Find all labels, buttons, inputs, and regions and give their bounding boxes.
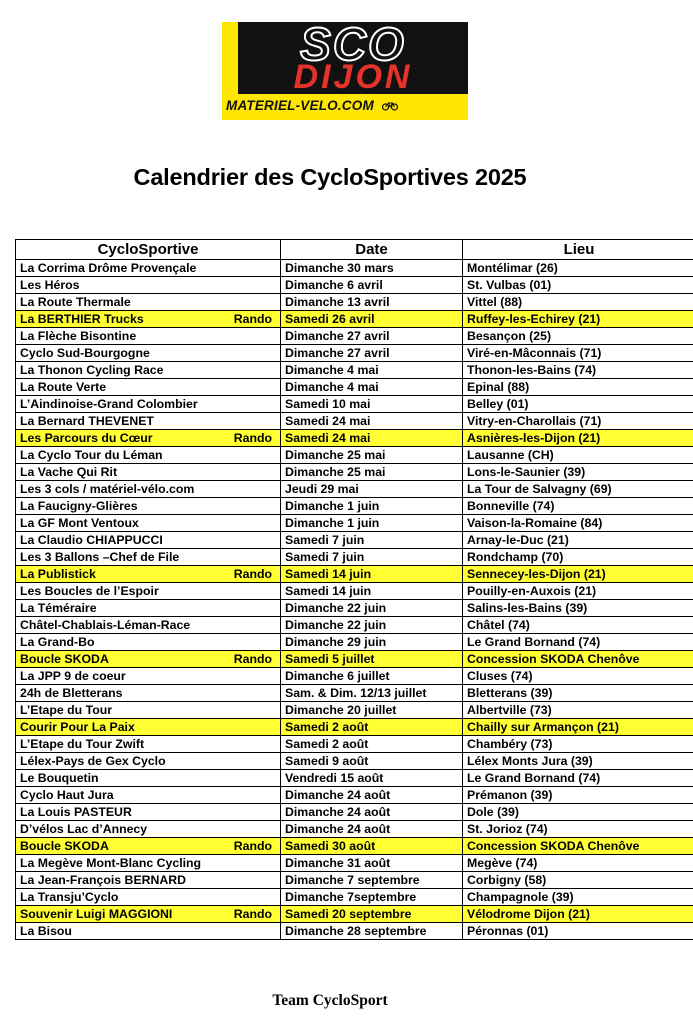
event-name: 24h de Bletterans xyxy=(20,686,123,700)
event-date: Dimanche 1 juin xyxy=(281,498,463,515)
event-date: Samedi 7 juin xyxy=(281,532,463,549)
event-location: Lausanne (CH) xyxy=(463,447,693,464)
event-name: La Grand-Bo xyxy=(20,635,95,649)
table-header-row xyxy=(16,240,693,260)
event-date: Samedi 2 août xyxy=(281,736,463,753)
event-location: Thonon-les-Bains (74) xyxy=(463,362,693,379)
event-location: Asnières-les-Dijon (21) xyxy=(463,430,693,447)
event-location: Corbigny (58) xyxy=(463,872,693,889)
table-row xyxy=(16,923,693,940)
event-location: Vitry-en-Charollais (71) xyxy=(463,413,693,430)
table-row xyxy=(16,260,693,277)
table-row xyxy=(16,702,693,719)
event-name: La Claudio CHIAPPUCCI xyxy=(20,533,163,547)
event-location: Péronnas (01) xyxy=(463,923,693,940)
event-name-cell xyxy=(16,685,281,702)
event-location: Albertville (73) xyxy=(463,702,693,719)
table-row xyxy=(16,872,693,889)
event-name: Châtel-Chablais-Léman-Race xyxy=(20,618,191,632)
event-name-cell xyxy=(16,923,281,940)
event-name: Les Parcours du Cœur xyxy=(20,431,153,445)
event-date: Dimanche 24 août xyxy=(281,804,463,821)
event-location: Salins-les-Bains (39) xyxy=(463,600,693,617)
event-name-cell xyxy=(16,311,281,328)
event-location: Le Grand Bornand (74) xyxy=(463,634,693,651)
event-name: La Faucigny-Glières xyxy=(20,499,138,513)
table-row xyxy=(16,906,693,923)
event-name-cell xyxy=(16,872,281,889)
table-row xyxy=(16,753,693,770)
event-name: Souvenir Luigi MAGGIONI xyxy=(20,907,173,921)
event-name: La Bernard THEVENET xyxy=(20,414,154,428)
event-name-cell xyxy=(16,549,281,566)
event-name: Les 3 cols / matériel-vélo.com xyxy=(20,482,195,496)
event-name-cell xyxy=(16,821,281,838)
event-location: Lélex Monts Jura (39) xyxy=(463,753,693,770)
event-name: Boucle SKODA xyxy=(20,839,109,853)
event-date: Dimanche 1 juin xyxy=(281,515,463,532)
event-location: Viré-en-Mâconnais (71) xyxy=(463,345,693,362)
event-name-cell xyxy=(16,396,281,413)
event-name: La Megève Mont-Blanc Cycling xyxy=(20,856,202,870)
event-date: Dimanche 4 mai xyxy=(281,362,463,379)
event-name: La Téméraire xyxy=(20,601,97,615)
event-name: La Corrima Drôme Provençale xyxy=(20,261,197,275)
event-date: Samedi 7 juin xyxy=(281,549,463,566)
event-location: Vaison-la-Romaine (84) xyxy=(463,515,693,532)
event-location: Châtel (74) xyxy=(463,617,693,634)
table-row xyxy=(16,464,693,481)
event-date: Samedi 30 août xyxy=(281,838,463,855)
event-name-cell xyxy=(16,566,281,583)
event-location: Rondchamp (70) xyxy=(463,549,693,566)
table-row xyxy=(16,719,693,736)
event-name-cell xyxy=(16,294,281,311)
event-date: Dimanche 20 juillet xyxy=(281,702,463,719)
event-location: Bletterans (39) xyxy=(463,685,693,702)
bicycle-icon xyxy=(382,101,398,111)
event-name-cell xyxy=(16,277,281,294)
table-row xyxy=(16,447,693,464)
event-name: La Vache Qui Rit xyxy=(20,465,118,479)
event-name-cell xyxy=(16,770,281,787)
event-name: La Jean-François BERNARD xyxy=(20,873,187,887)
event-name: L’Etape du Tour xyxy=(20,703,112,717)
table-row xyxy=(16,634,693,651)
rando-tag: Rando xyxy=(233,907,272,921)
event-location: Concession SKODA Chenôve xyxy=(463,838,693,855)
event-name-cell xyxy=(16,447,281,464)
event-name: Les 3 Ballons –Chef de File xyxy=(20,550,180,564)
event-name: Courir Pour La Paix xyxy=(20,720,135,734)
event-date: Dimanche 25 mai xyxy=(281,447,463,464)
header-lieu: Lieu xyxy=(463,240,693,260)
event-date: Sam. & Dim. 12/13 juillet xyxy=(281,685,463,702)
event-name-cell xyxy=(16,532,281,549)
table-row xyxy=(16,855,693,872)
event-location: Sennecey-les-Dijon (21) xyxy=(463,566,693,583)
event-name-cell xyxy=(16,668,281,685)
event-date: Dimanche 28 septembre xyxy=(281,923,463,940)
event-date: Samedi 10 mai xyxy=(281,396,463,413)
table-row xyxy=(16,583,693,600)
event-name-cell xyxy=(16,600,281,617)
event-date: Samedi 9 août xyxy=(281,753,463,770)
table-row xyxy=(16,566,693,583)
event-date: Vendredi 15 août xyxy=(281,770,463,787)
event-name-cell xyxy=(16,651,281,668)
event-date: Dimanche 25 mai xyxy=(281,464,463,481)
event-location: La Tour de Salvagny (69) xyxy=(463,481,693,498)
event-name-cell xyxy=(16,719,281,736)
table-row xyxy=(16,736,693,753)
event-name-cell xyxy=(16,736,281,753)
event-name-cell xyxy=(16,804,281,821)
rando-tag: Rando xyxy=(233,652,272,666)
event-name-cell xyxy=(16,753,281,770)
logo-sco-text: SCO xyxy=(300,18,406,70)
page-title: Calendrier des CycloSportives 2025 xyxy=(133,164,527,190)
table-row xyxy=(16,413,693,430)
table-row xyxy=(16,277,693,294)
event-name: Cyclo Sud-Bourgogne xyxy=(20,346,150,360)
event-location: Bonneville (74) xyxy=(463,498,693,515)
event-name-cell xyxy=(16,906,281,923)
event-name: La JPP 9 de coeur xyxy=(20,669,126,683)
cyclosportives-table xyxy=(15,239,693,940)
event-location: Le Grand Bornand (74) xyxy=(463,770,693,787)
event-date: Dimanche 31 août xyxy=(281,855,463,872)
table-row xyxy=(16,787,693,804)
event-location: Dole (39) xyxy=(463,804,693,821)
event-name: Les Héros xyxy=(20,278,80,292)
event-name: Le Bouquetin xyxy=(20,771,99,785)
logo-dijon-text: DIJON xyxy=(293,58,413,96)
event-date: Dimanche 22 juin xyxy=(281,600,463,617)
event-name: L’Aindinoise-Grand Colombier xyxy=(20,397,198,411)
event-name: Cyclo Haut Jura xyxy=(20,788,114,802)
table-row xyxy=(16,515,693,532)
event-date: Dimanche 22 juin xyxy=(281,617,463,634)
event-date: Samedi 24 mai xyxy=(281,430,463,447)
rando-tag: Rando xyxy=(233,431,272,445)
event-name-cell xyxy=(16,430,281,447)
event-name: La Flèche Bisontine xyxy=(20,329,137,343)
table-row xyxy=(16,821,693,838)
event-location: Vittel (88) xyxy=(463,294,693,311)
table-row xyxy=(16,838,693,855)
event-date: Dimanche 7 septembre xyxy=(281,872,463,889)
event-date: Samedi 26 avril xyxy=(281,311,463,328)
event-date: Dimanche 27 avril xyxy=(281,328,463,345)
event-location: Champagnole (39) xyxy=(463,889,693,906)
table-row xyxy=(16,804,693,821)
event-location: Lons-le-Saunier (39) xyxy=(463,464,693,481)
event-name-cell xyxy=(16,855,281,872)
table-row xyxy=(16,651,693,668)
event-date: Samedi 5 juillet xyxy=(281,651,463,668)
event-name-cell xyxy=(16,413,281,430)
event-location: Ruffey-les-Echirey (21) xyxy=(463,311,693,328)
event-date: Dimanche 6 avril xyxy=(281,277,463,294)
event-name-cell xyxy=(16,345,281,362)
sco-dijon-logo xyxy=(222,18,468,120)
event-name: La GF Mont Ventoux xyxy=(20,516,139,530)
table-row xyxy=(16,396,693,413)
event-name: La BERTHIER Trucks xyxy=(20,312,144,326)
event-location: Vélodrome Dijon (21) xyxy=(463,906,693,923)
event-name-cell xyxy=(16,328,281,345)
event-location: Pouilly-en-Auxois (21) xyxy=(463,583,693,600)
logo-subtitle: MATERIEL-VELO.COM xyxy=(226,98,374,113)
table-row xyxy=(16,362,693,379)
event-name-cell xyxy=(16,498,281,515)
event-date: Samedi 14 juin xyxy=(281,583,463,600)
event-location: Concession SKODA Chenôve xyxy=(463,651,693,668)
event-name: La Route Thermale xyxy=(20,295,131,309)
event-location: Cluses (74) xyxy=(463,668,693,685)
event-name: La Cyclo Tour du Léman xyxy=(20,448,163,462)
event-location: Montélimar (26) xyxy=(463,260,693,277)
event-location: Belley (01) xyxy=(463,396,693,413)
event-date: Dimanche 29 juin xyxy=(281,634,463,651)
event-location: St. Jorioz (74) xyxy=(463,821,693,838)
event-date: Dimanche 7septembre xyxy=(281,889,463,906)
event-name: Lélex-Pays de Gex Cyclo xyxy=(20,754,166,768)
table-row xyxy=(16,311,693,328)
event-name-cell xyxy=(16,889,281,906)
event-name: La Bisou xyxy=(20,924,72,938)
event-name-cell xyxy=(16,787,281,804)
table-row xyxy=(16,379,693,396)
event-name: D’vélos Lac d’Annecy xyxy=(20,822,148,836)
header-date: Date xyxy=(281,240,463,260)
event-date: Dimanche 24 août xyxy=(281,787,463,804)
event-date: Dimanche 27 avril xyxy=(281,345,463,362)
event-location: Arnay-le-Duc (21) xyxy=(463,532,693,549)
table-row xyxy=(16,498,693,515)
event-name: Les Boucles de l’Espoir xyxy=(20,584,159,598)
table-row xyxy=(16,430,693,447)
rando-tag: Rando xyxy=(233,567,272,581)
event-date: Samedi 14 juin xyxy=(281,566,463,583)
table-row xyxy=(16,345,693,362)
event-date: Samedi 2 août xyxy=(281,719,463,736)
table-row xyxy=(16,685,693,702)
table-row xyxy=(16,532,693,549)
event-name: La Route Verte xyxy=(20,380,107,394)
event-name-cell xyxy=(16,464,281,481)
event-date: Dimanche 30 mars xyxy=(281,260,463,277)
event-name-cell xyxy=(16,260,281,277)
event-name-cell xyxy=(16,583,281,600)
event-name-cell xyxy=(16,838,281,855)
event-date: Samedi 20 septembre xyxy=(281,906,463,923)
header-cyclosportive: CycloSportive xyxy=(16,240,281,260)
event-name-cell xyxy=(16,617,281,634)
event-name: La Publistick xyxy=(20,567,96,581)
event-name: L’Etape du Tour Zwift xyxy=(20,737,145,751)
table-body xyxy=(16,260,693,940)
event-location: Prémanon (39) xyxy=(463,787,693,804)
event-name: Boucle SKODA xyxy=(20,652,109,666)
event-name-cell xyxy=(16,481,281,498)
table-row xyxy=(16,328,693,345)
table-row xyxy=(16,481,693,498)
event-name-cell xyxy=(16,379,281,396)
event-location: St. Vulbas (01) xyxy=(463,277,693,294)
event-date: Jeudi 29 mai xyxy=(281,481,463,498)
table-row xyxy=(16,668,693,685)
event-date: Dimanche 4 mai xyxy=(281,379,463,396)
event-location: Chambéry (73) xyxy=(463,736,693,753)
event-date: Dimanche 13 avril xyxy=(281,294,463,311)
table-row xyxy=(16,617,693,634)
event-name: La Transju’Cyclo xyxy=(20,890,119,904)
table-row xyxy=(16,889,693,906)
event-location: Epinal (88) xyxy=(463,379,693,396)
event-name-cell xyxy=(16,634,281,651)
rando-tag: Rando xyxy=(233,839,272,853)
event-name-cell xyxy=(16,702,281,719)
table-row xyxy=(16,549,693,566)
table-row xyxy=(16,294,693,311)
event-location: Chailly sur Armançon (21) xyxy=(463,719,693,736)
table-row xyxy=(16,770,693,787)
table-row xyxy=(16,600,693,617)
event-name: La Louis PASTEUR xyxy=(20,805,132,819)
event-location: Megève (74) xyxy=(463,855,693,872)
rando-tag: Rando xyxy=(233,312,272,326)
event-name-cell xyxy=(16,515,281,532)
event-date: Dimanche 24 août xyxy=(281,821,463,838)
event-name-cell xyxy=(16,362,281,379)
event-date: Samedi 24 mai xyxy=(281,413,463,430)
event-date: Dimanche 6 juillet xyxy=(281,668,463,685)
footer-signature: Team CycloSport xyxy=(272,992,388,1009)
event-name: La Thonon Cycling Race xyxy=(20,363,164,377)
event-location: Besançon (25) xyxy=(463,328,693,345)
